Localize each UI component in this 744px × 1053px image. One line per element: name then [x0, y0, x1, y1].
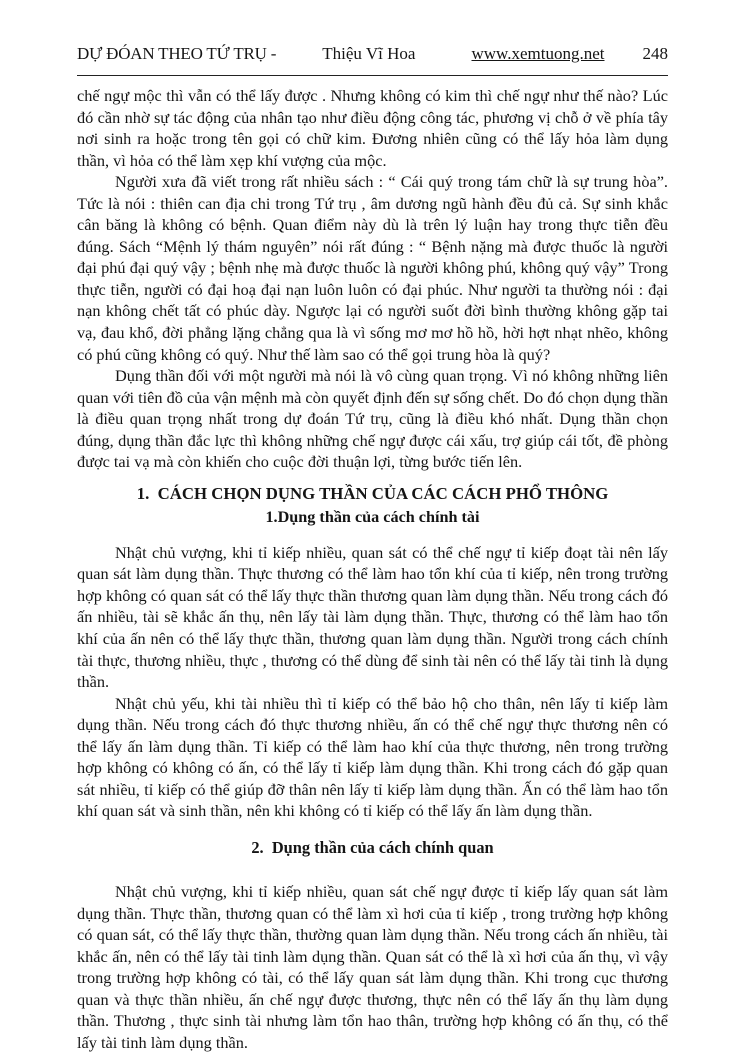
- paragraph-1: chế ngự mộc thì vẫn có thể lấy được . Nhưng không có kim thì chế ngự như thế nào? Lúc đó cần nhờ sự tác động của nhân tạo như điều động công tác, phương vị chỗ ở về phía tây nơi sinh ra hoặc trong tên gọi có chữ kim. Đương nhiên cũng có thể lấy hỏa làm dụng thần, vì hỏa có thể làm xẹp khí vượng của mộc.: [77, 86, 668, 170]
- paragraph-3: Dụng thần đối với một người mà nói là vô cùng quan trọng. Vì nó không những liên quan với tiên đồ của vận mệnh mà còn quyết định đến sự sống chết. Do đó chọn dụng thần là điều quan trọng nhất trong dự đoán Tứ trụ, cũng là điều khó nhất. Dụng thần chọn đúng, dụng thần đắc lực thì không những chế ngự được cái xấu, trợ giúp cái tốt, đề phòng được tai vạ mà còn khiến cho cuộc đời thuận lợi, từng bước tiến lên.: [77, 366, 668, 472]
- paragraph-5: Nhật chủ yếu, khi tài nhiều thì tỉ kiếp có thể bảo hộ cho thân, nên lấy tỉ kiếp làm dụng thần. Nếu trong cách đó thực thương nhiều, ấn có thể chế ngự thực thương nên có thể lấy ấn làm dụng thần. Tỉ kiếp có thể làm hao khí của thực thương, nên trong trường hợp không có không có ấn, có thể lấy tỉ kiếp làm dụng thần. Khi trong cách đó gặp quan sát nhiều, tỉ kiếp có thể giúp đỡ thân nên lấy tỉ kiếp làm dụng thần. Ấn có thể làm hao tổn khí quan sát và sinh thần, nên khi không có tỉ kiếp có thể lấy ấn làm dụng thần.: [77, 693, 668, 821]
- section-heading-1-title: 1. CÁCH CHỌN DỤNG THẦN CỦA CÁC CÁCH PHỔ THÔNG: [136, 483, 609, 503]
- section-heading-2: 2. Dụng thần của cách chính quan: [251, 837, 494, 857]
- author-name: Thiệu Vĩ Hoa: [322, 44, 416, 63]
- page-body: [77, 85, 668, 1053]
- header-divider: [77, 75, 668, 76]
- paragraph-2: Người xưa đã viết trong rất nhiều sách : “ Cái quý trong tám chữ là sự trung hòa”. Tức là nói : thiên can địa chi trong Tứ trụ , âm dương ngũ hành đều đủ cả. Sự sinh khắc cân băng là không có bệnh. Quan điểm này dù là trên lý luận hay trong thực tiễn đều đúng. Sách “Mệnh lý thám nguyên” nói rất đúng : “ Bệnh nặng mà được thuốc là người đại phú đại quý vậy ; bệnh nhẹ mà được thuốc là người không phú, không quý vậy” Trong thực tiễn, người có đại hoạ đại nạn luôn luôn có đại phúc. Như người ta thường nói : đại nạn không chết tất có phúc dày. Ngược lại có người suốt đời bình thường không gặp tai vạ, đau khổ, đời phẳng lặng chẳng qua là vì sống mơ mơ hồ hồ, hời hợt nhạt nhẽo, không có phú cũng không có quý. Như thế làm sao có thể gọi trung hòa là quý?: [77, 172, 668, 364]
- section-heading-1: [77, 482, 668, 529]
- paragraph-6: Nhật chủ vượng, khi tỉ kiếp nhiều, quan sát chế ngự được tỉ kiếp lấy quan sát làm dụng thần. Thực thần, thương quan có thể làm xì hơi của tỉ kiếp , trong trường hợp không có quan sát, có thể lấy thực thần, thường quan làm dụng thần. Nếu trong cách ấn nhiều, tài khắc ấn, nên có thể lấy tài tinh làm dụng thần. Quan sát có thể là xì hơi của ấn thụ, vì vậy trong trường hợp không có tài, có thể lấy quan sát làm dụng thần. Khi trong cục thương quan và thực thần nhiều, ấn chế ngự được thương, thực nên có thể lấy ấn thụ làm dụng thần. Thương , thực sinh tài nhưng làm tổn hao thân, trường hợp không có ấn thụ, có thể lấy tài tinh làm dụng thần.: [77, 881, 668, 1052]
- section-heading-1-subtitle: 1.Dụng thần của cách chính tài: [265, 507, 480, 526]
- page-number: 248: [642, 44, 668, 63]
- paragraph-4: Nhật chủ vượng, khi tỉ kiếp nhiều, quan sát có thể chế ngự tỉ kiếp đoạt tài nên lấy quan sát làm dụng thần. Thực thương có thể làm hao tổn khí của tỉ kiếp, nên trong trường hợp không có quan sát có thể lấy thực thần thương quan làm dụng thần. Nếu trong cách đó ấn nhiều, tài sẽ khắc ấn thụ, nên lấy tài làm dụng thần. Thực, thương có thể làm hao tổn khí của ấn nên có thể lấy thực thần, thương quan làm dụng thần. Người trong cách chính tài thực, thương nhiều, thực , thương có thể dùng để sinh tài nên có thể lấy tài tinh là dụng thần.: [77, 542, 668, 692]
- page-header: [77, 44, 668, 64]
- book-title: DỰ ĐÓAN THEO TỨ TRỤ -: [77, 44, 277, 63]
- website-link[interactable]: www.xemtuong.net: [471, 44, 605, 63]
